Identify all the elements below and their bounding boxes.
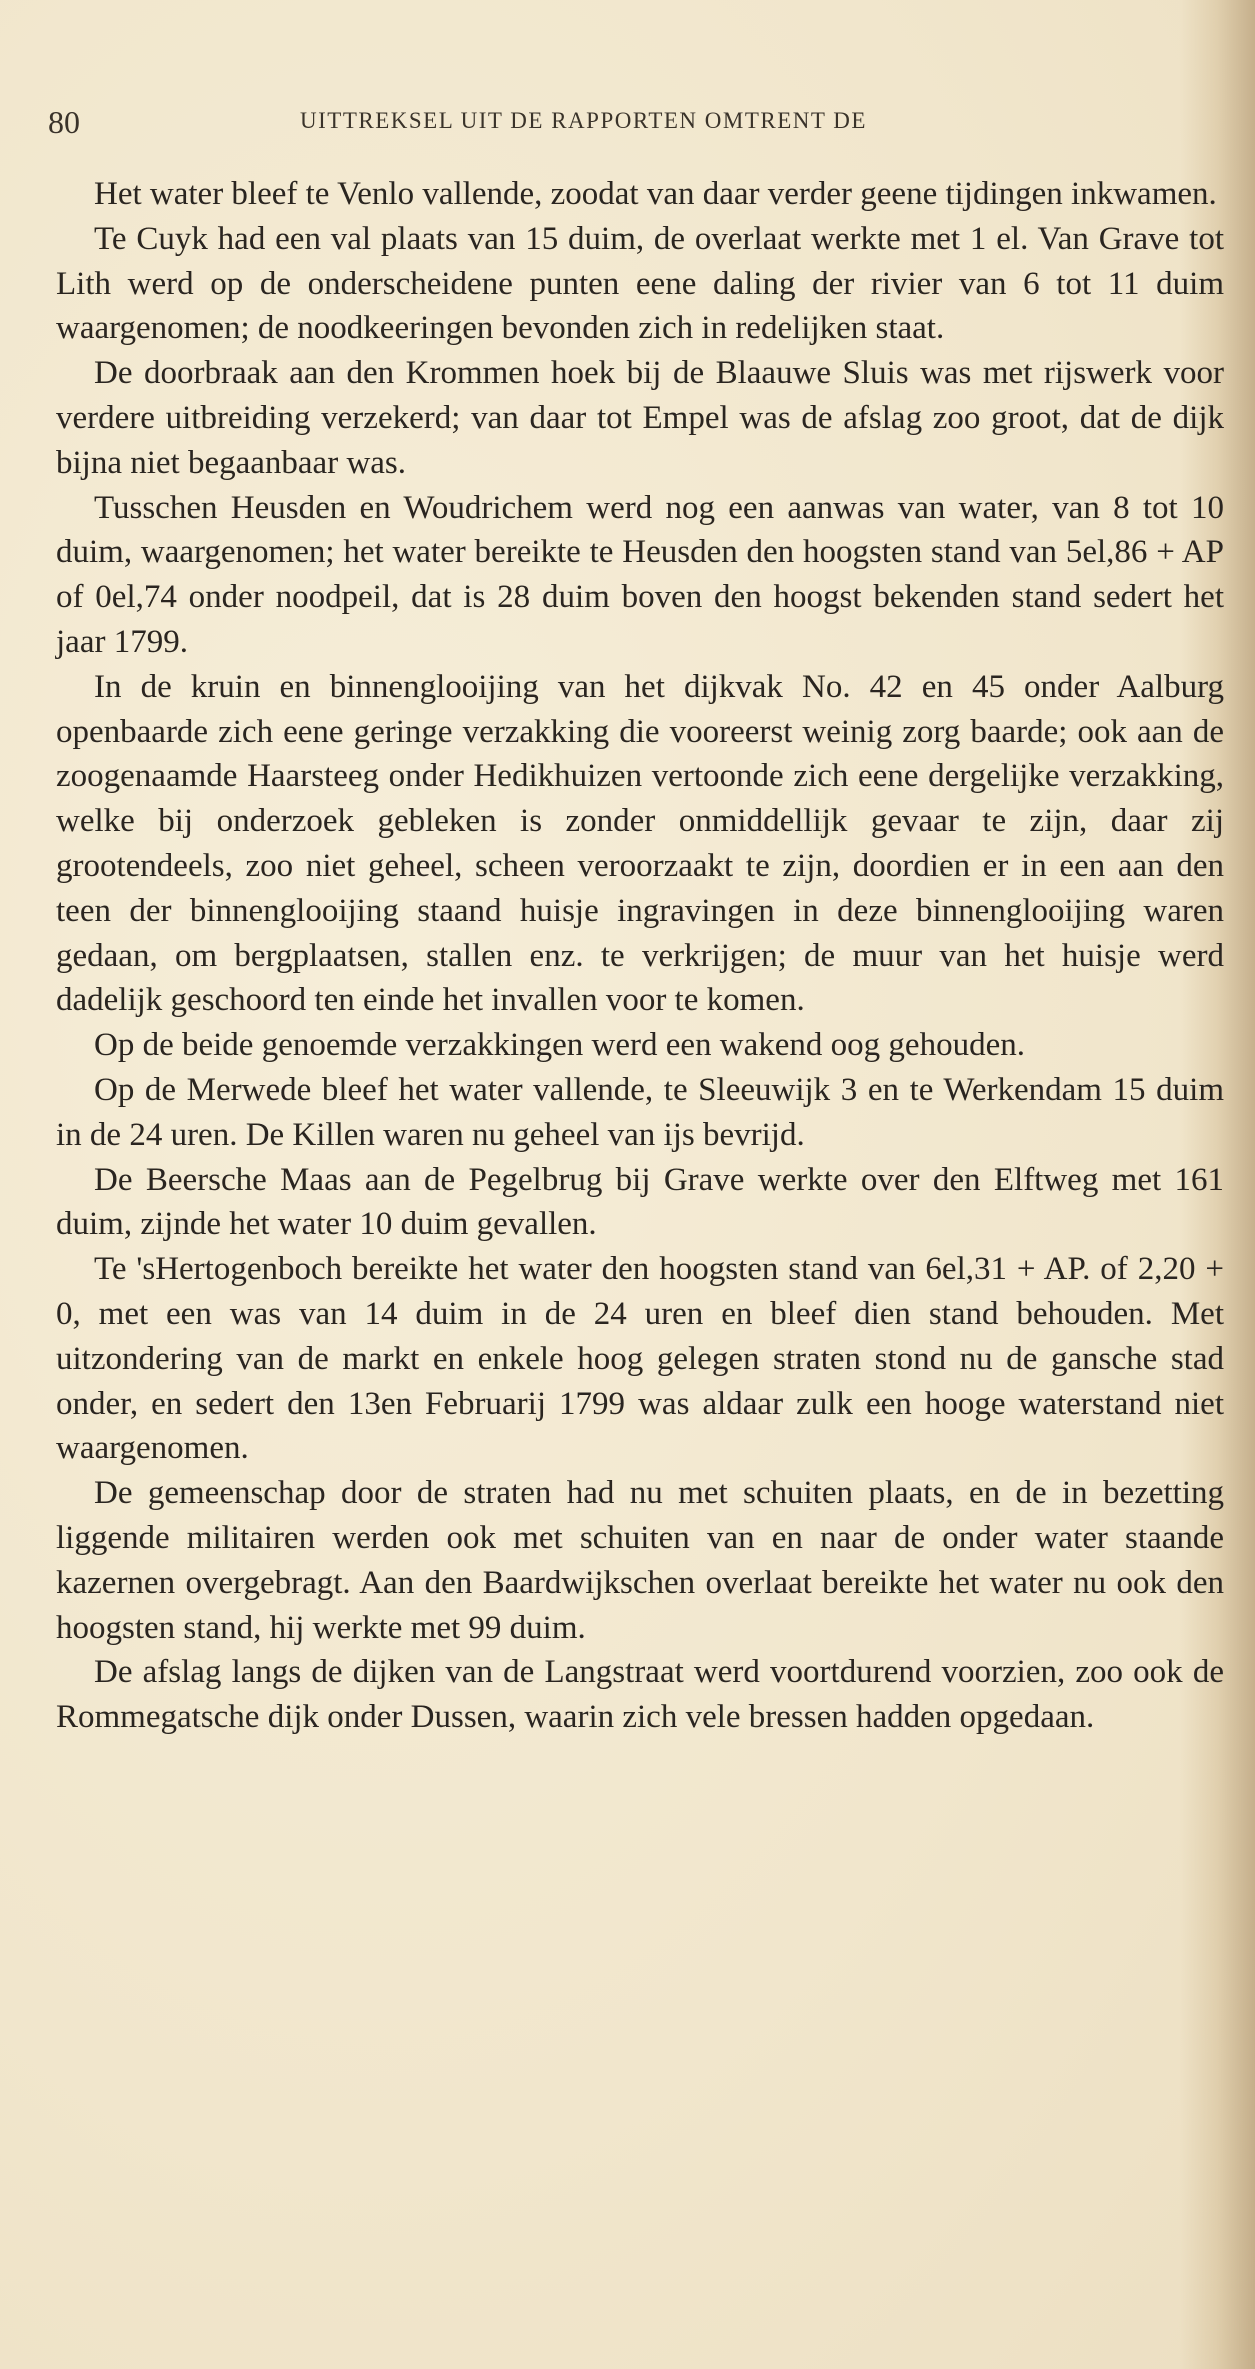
paragraph: Te Cuyk had een val plaats van 15 duim, de overlaat werkte met 1 el. Van Grave tot Lith werd op de onderscheidene punten eene daling der rivier van 6 tot 11 duim waargenomen; de noodkeeringen bevonden zich in redelijken staat. (56, 220, 1224, 347)
paragraph: De doorbraak aan den Krommen hoek bij de Blaauwe Sluis was met rijswerk voor verdere uitbreiding verzekerd; van daar tot Empel was de afslag zoo groot, dat de dijk bijna niet begaanbaar was. (56, 355, 1224, 481)
paragraph: Op de beide genoemde verzakkingen werd een wakend oog gehouden. (94, 1027, 1025, 1064)
paragraph: In de kruin en binnenglooijing van het dijkvak No. 42 en 45 onder Aalburg openbaarde zich eene geringe verzakking die vooreerst weinig zorg baarde; ook aan de zoogenaamde Haarsteeg onder Hedikhuizen vertoonde zich eene dergelijke verzakking, welke bij onderzoek gebleken is zonder onmiddellijk gevaar te zijn, daar zij grootendeels, zoo niet geheel, scheen veroorzaakt te zijn, doordien er in een aan den teen der binnenglooijing staand huisje ingravingen in deze binnenglooijing waren gedaan, om bergplaatsen, stallen enz. te verkrijgen; de muur van het huisje werd dadelijk geschoord ten einde het invallen voor te komen. (56, 668, 1224, 1019)
paragraph: Op de Merwede bleef het water vallende, te Sleeuwijk 3 en te Werkendam 15 duim in de 24 uren. De Killen waren nu geheel van ijs bevrijd. (56, 1071, 1224, 1153)
body-text (56, 172, 1224, 1740)
paragraph: Te 'sHertogenboch bereikte het water den hoogsten stand van 6el,31 + AP. of 2,20 + 0, met een was van 14 duim in de 24 uren en bleef dien stand behouden. Met uitzondering van de markt en enkele hoog gelegen straten stond nu de gansche stad onder, en sedert den 13en Februarij 1799 was aldaar zulk een hooge waterstand niet waargenomen. (56, 1251, 1224, 1467)
running-title: UITTREKSEL UIT DE RAPPORTEN OMTRENT DE (300, 108, 867, 133)
paragraph: De afslag langs de dijken van de Langstraat werd voortdurend voorzien, zoo ook de Rommegatsche dijk onder Dussen, waarin zich vele bressen hadden opgedaan. (56, 1654, 1224, 1736)
paragraph: De Beersche Maas aan de Pegelbrug bij Grave werkte over den Elftweg met 161 duim, zijnde het water 10 duim gevallen. (56, 1161, 1224, 1243)
paragraph: De gemeenschap door de straten had nu met schuiten plaats, en de in bezetting liggende militairen werden ook met schuiten van en naar de onder water staande kazernen overgebragt. Aan den Baardwijkschen overlaat bereikte het water nu ook den hoogsten stand, hij werkte met 99 duim. (56, 1475, 1224, 1646)
paragraph: Het water bleef te Venlo vallende, zoodat van daar verder geene tijdingen inkwamen. (94, 176, 1217, 212)
page-number: 80 (48, 104, 80, 140)
running-head (0, 104, 1255, 144)
paragraph: Tusschen Heusden en Woudrichem werd nog een aanwas van water, van 8 tot 10 duim, waargenomen; het water bereikte te Heusden den hoogsten stand van 5el,86 + AP of 0el,74 onder noodpeil, dat is 28 duim boven den hoogst bekenden stand sedert het jaar 1799. (56, 489, 1224, 660)
bottom-margin (0, 2260, 1255, 2369)
